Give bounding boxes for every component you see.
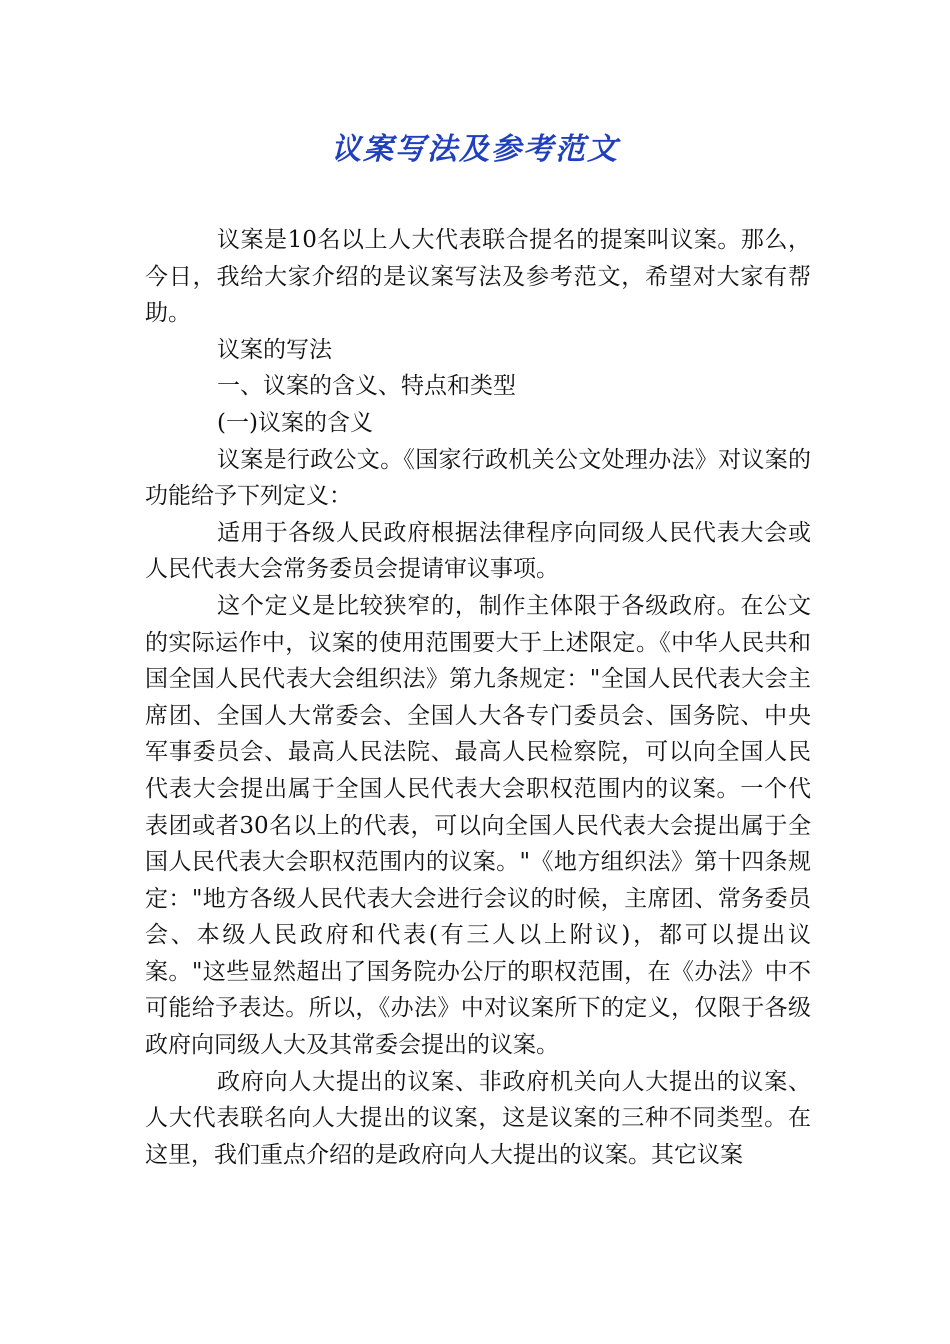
section-heading: 议案的写法 bbox=[217, 336, 332, 363]
paragraph-types: 政府向人大提出的议案、非政府机关向人大提出的议案、人大代表联名向人大提出的议案，这是议案的三种不同类型。在这里，我们重点介绍的是政府向人大提出的议案。其它议案 bbox=[145, 1068, 811, 1168]
subsection-heading: 一、议案的含义、特点和类型 bbox=[217, 373, 516, 400]
paragraph-intro: 议案是10名以上人大代表联合提名的提案叫议案。那么，今日，我给大家介绍的是议案写法及参考范文，希望对大家有帮助。 bbox=[145, 227, 811, 327]
document-body bbox=[145, 222, 811, 1173]
paragraph-definition-intro: 议案是行政公文。《国家行政机关公文处理办法》对议案的功能给予下列定义： bbox=[145, 446, 811, 510]
paragraph-definition: 适用于各级人民政府根据法律程序向同级人民代表大会或人民代表大会常务委员会提请审议事项。 bbox=[145, 519, 811, 583]
paragraph-scope: 这个定义是比较狭窄的，制作主体限于各级政府。在公文的实际运作中，议案的使用范围要大于上述限定。《中华人民共和国全国人民代表大会组织法》第九条规定："全国人民代表大会主席团、全国人大常委会、全国人大各专门委员会、国务院、中央军事委员会、最高人民法院、最高人民检察院，可以向全国人民代表大会提出属于全国人民代表大会职权范围内的议案。一个代表团或者30名以上的代表，可以向全国人民代表大会提出属于全国人民代表大会职权范围内的议案。"《地方组织法》第十四条规定："地方各级人民代表大会进行会议的时候，主席团、常务委员会、本级人民政府和代表(有三人以上附议)，都可以提出议案。"这些显然超出了国务院办公厅的职权范围，在《办法》中不可能给予表达。所以，《办法》中对议案所下的定义，仅限于各级政府向同级人大及其常委会提出的议案。 bbox=[145, 592, 811, 1059]
sub-subsection-heading: (一)议案的含义 bbox=[217, 409, 373, 436]
document-title: 议案写法及参考范文 bbox=[331, 132, 619, 167]
